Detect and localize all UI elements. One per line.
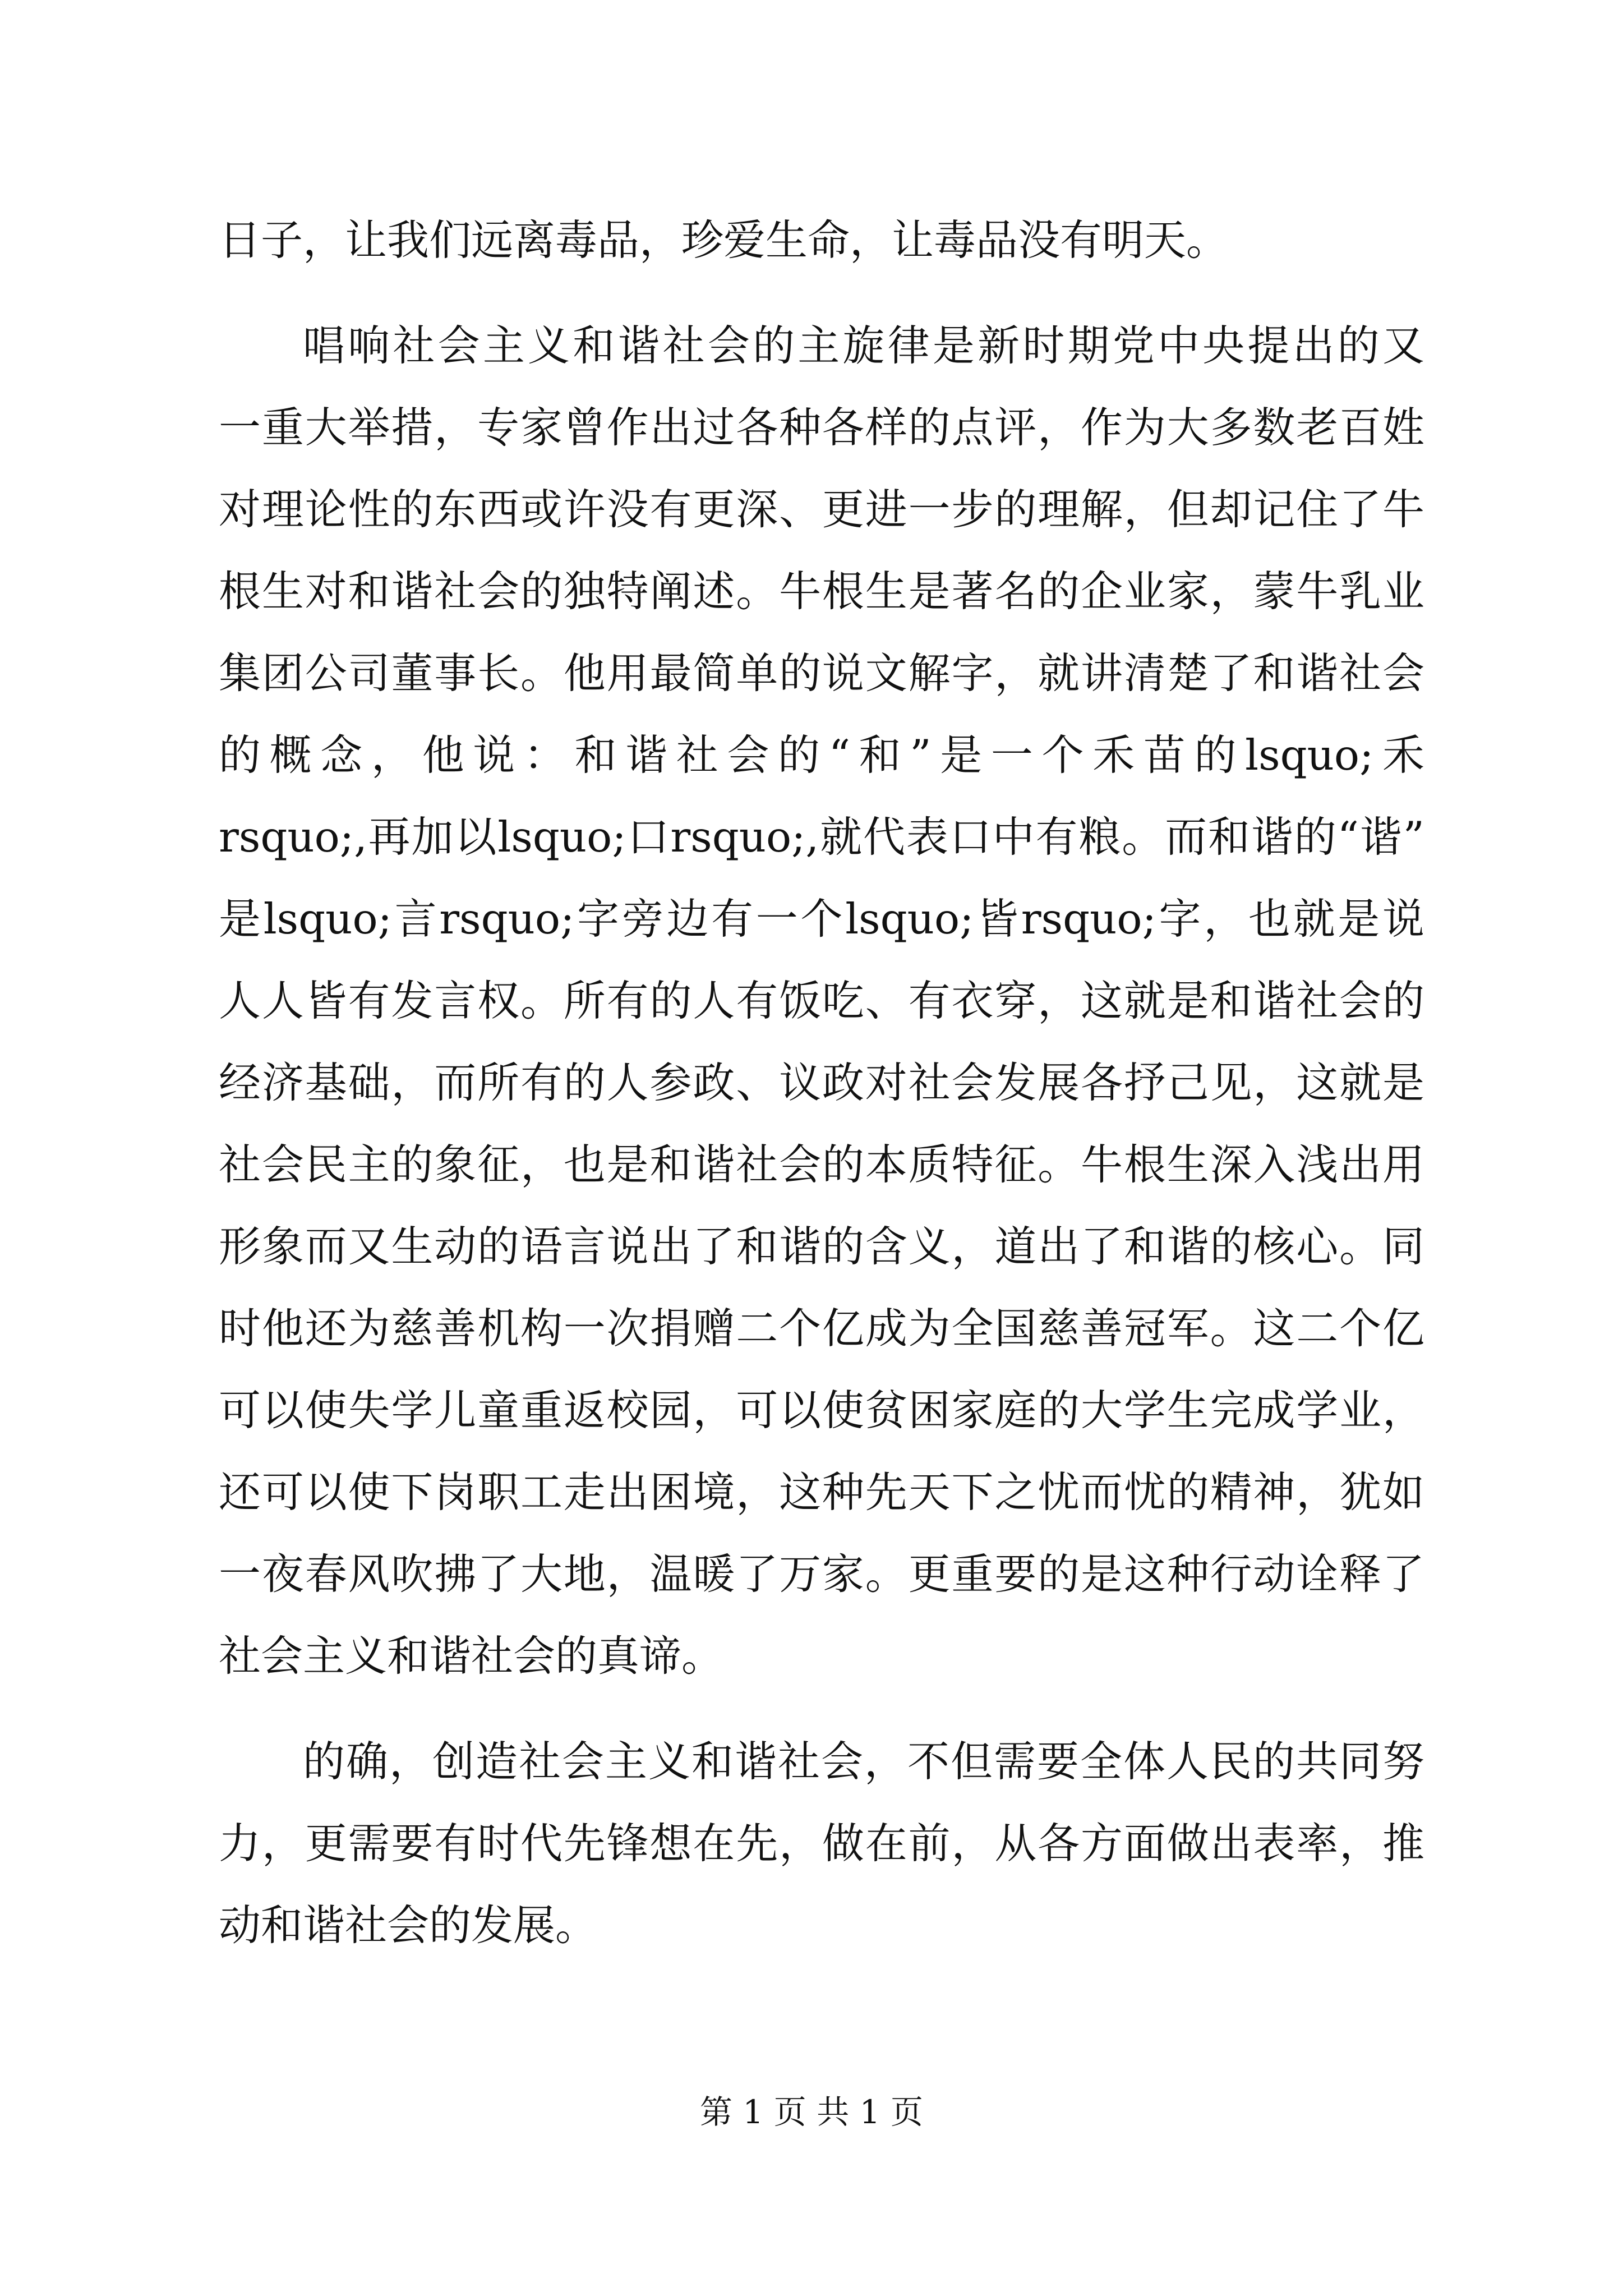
text-line: 集团公司董事长。他用最简单的说文解字，就讲清楚了和谐社会	[219, 648, 1424, 698]
document-body	[219, 199, 1424, 1966]
text-line: 对理论性的东西或许没有更深、更进一步的理解，但却记住了牛	[219, 485, 1424, 534]
text-line: 唱响社会主义和谐社会的主旋律是新时期党中央提出的又	[303, 321, 1424, 370]
text-line: 社会民主的象征，也是和谐社会的本质特征。牛根生深入浅出用	[219, 1140, 1424, 1189]
paragraph-3	[219, 1720, 1424, 1966]
text-line: 根生对和谐社会的独特阐述。牛根生是著名的企业家，蒙牛乳业	[219, 567, 1424, 616]
page-footer	[0, 2090, 1623, 2134]
text-line: 还可以使下岗职工走出困境，这种先天下之忧而忧的精神，犹如	[219, 1467, 1424, 1517]
text-line: 一重大举措，专家曾作出过各种各样的点评，作为大多数老百姓	[219, 403, 1424, 452]
text-line: 经济基础，而所有的人参政、议政对社会发展各抒己见，这就是	[219, 1058, 1424, 1107]
text-line: 动和谐社会的发展。	[219, 1901, 598, 1950]
page-number-label: 第 1 页 共 1 页	[700, 2093, 923, 2131]
text-line: 力，更需要有时代先锋想在先，做在前，从各方面做出表率，推	[219, 1819, 1424, 1868]
text-line: 社会主义和谐社会的真谛。	[219, 1631, 724, 1681]
text-line: 日子，让我们远离毒品，珍爱生命，让毒品没有明天。	[219, 215, 1229, 265]
text-line: 的概念，他说：和谐社会的“和”是一个禾苗的lsquo;禾	[219, 730, 1424, 780]
text-line: 可以使失学儿童重返校园，可以使贫困家庭的大学生完成学业，	[219, 1386, 1424, 1435]
text-line: 时他还为慈善机构一次捐赠二个亿成为全国慈善冠军。这二个亿	[219, 1304, 1424, 1353]
text-line: 形象而又生动的语言说出了和谐的含义，道出了和谐的核心。同	[219, 1222, 1424, 1271]
text-line: rsquo;,再加以lsquo;口rsquo;,就代表口中有粮。而和谐的“谐”	[219, 812, 1424, 862]
text-line: 是lsquo;言rsquo;字旁边有一个lsquo;皆rsquo;字，也就是说	[219, 894, 1424, 944]
paragraph-2	[219, 305, 1424, 1697]
text-line: 一夜春风吹拂了大地，温暖了万家。更重要的是这种行动诠释了	[219, 1549, 1424, 1599]
text-line: 人人皆有发言权。所有的人有饭吃、有衣穿，这就是和谐社会的	[219, 976, 1424, 1025]
text-line: 的确，创造社会主义和谐社会，不但需要全体人民的共同努	[303, 1737, 1424, 1786]
paragraph-1	[219, 199, 1424, 281]
